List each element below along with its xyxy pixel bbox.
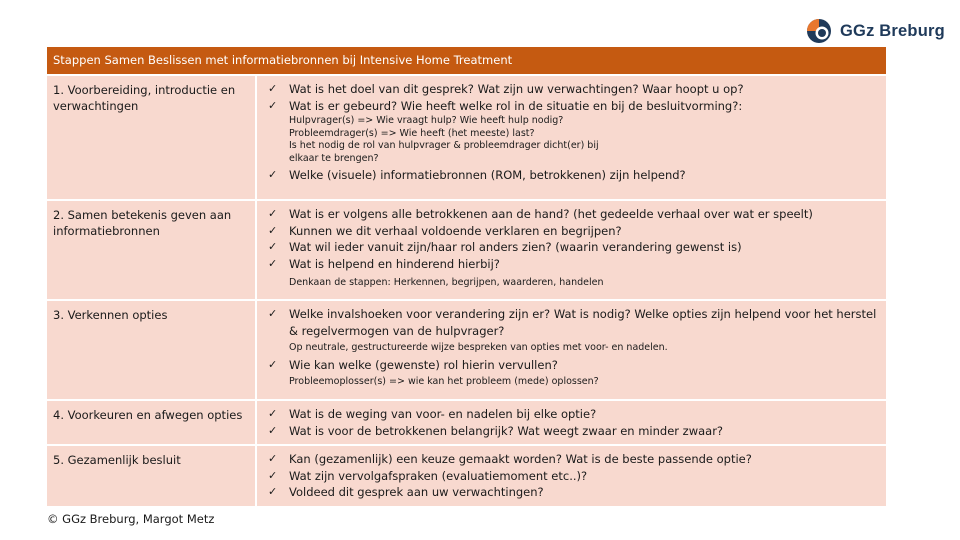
step-note: Probleemoplosser(s) => wie kan het probleem (mede) oplossen? bbox=[289, 376, 599, 387]
step-content bbox=[257, 201, 886, 299]
check-icon: ✓ bbox=[268, 223, 278, 237]
checklist-text: Voldeed dit gesprek aan uw verwachtingen? bbox=[289, 485, 544, 499]
checklist-text: Wat is er gebeurd? Wie heeft welke rol in de situatie en bij de besluitvorming?: bbox=[289, 98, 743, 113]
step-label: 2. Samen betekenis geven aan informatiebronnen bbox=[47, 201, 257, 299]
check-icon: ✓ bbox=[268, 307, 278, 320]
checklist-item bbox=[268, 484, 878, 501]
step-content bbox=[257, 446, 886, 506]
checklist-text: Wat is helpend en hinderend hierbij? bbox=[289, 256, 500, 271]
checklist-text: Wat zijn vervolgafspraken (evaluatiemoment etc..)? bbox=[289, 468, 588, 483]
checklist-item bbox=[268, 406, 878, 423]
brand-mark-icon bbox=[806, 18, 832, 44]
checklist-text: Kan (gezamenlijk) een keuze gemaakt worden? Wat is de beste passende optie? bbox=[289, 452, 752, 466]
table-row-5 bbox=[47, 446, 886, 508]
checklist-item bbox=[268, 239, 878, 256]
decision-steps-table bbox=[47, 47, 886, 508]
checklist-text: Wat is voor de betrokkenen belangrijk? Wat weegt zwaar en minder zwaar? bbox=[289, 423, 724, 438]
check-icon: ✓ bbox=[268, 452, 278, 465]
brand-name: GGz Breburg bbox=[840, 21, 945, 40]
checklist-item bbox=[268, 256, 878, 273]
checklist-item bbox=[268, 306, 878, 339]
step-label: 5. Gezamenlijk besluit bbox=[47, 446, 257, 506]
checklist-text: Wat is er volgens alle betrokkenen aan de hand? (het gedeelde verhaal over wat er speelt) bbox=[289, 207, 813, 221]
checklist-text: Kunnen we dit verhaal voldoende verklaren en begrijpen? bbox=[289, 223, 622, 238]
checklist-item bbox=[268, 451, 878, 468]
checklist-item bbox=[268, 81, 878, 98]
brand-logo bbox=[806, 16, 945, 46]
check-icon: ✓ bbox=[268, 423, 278, 437]
check-icon: ✓ bbox=[268, 168, 278, 181]
table-row-4 bbox=[47, 401, 886, 446]
check-icon: ✓ bbox=[268, 357, 278, 371]
check-icon: ✓ bbox=[268, 207, 278, 220]
check-icon: ✓ bbox=[268, 256, 278, 270]
table-row-1 bbox=[47, 76, 886, 201]
checklist-text: Wat is het doel van dit gesprek? Wat zijn uw verwachtingen? Waar hoopt u op? bbox=[289, 82, 744, 96]
checklist-text: Wie kan welke (gewenste) rol hierin vervullen? bbox=[289, 357, 558, 372]
copyright-footer: © GGz Breburg, Margot Metz bbox=[47, 512, 215, 526]
table-row-3 bbox=[47, 301, 886, 401]
step-note: Denkaan de stappen: Herkennen, begrijpen, waarderen, handelen bbox=[289, 277, 604, 288]
checklist-item bbox=[268, 223, 878, 240]
checklist-item bbox=[268, 468, 878, 485]
step-label: 3. Verkennen opties bbox=[47, 301, 257, 399]
check-icon: ✓ bbox=[268, 240, 278, 253]
checklist-text: Wat wil ieder vanuit zijn/haar rol anders zien? (waarin verandering gewenst is) bbox=[289, 240, 742, 254]
check-icon: ✓ bbox=[268, 98, 278, 112]
check-icon: ✓ bbox=[268, 485, 278, 498]
step-content bbox=[257, 76, 886, 199]
checklist-text: Wat is de weging van voor- en nadelen bij elke optie? bbox=[289, 407, 597, 421]
step-note: Hulpvrager(s) => Wie vraagt hulp? Wie heeft hulp nodig? Probleemdrager(s) => Wie heeft (het meeste) last? Is het nodig de rol van hulpvrager & probleemdrager dicht(er) bij elkaar te brengen? bbox=[289, 115, 599, 164]
step-label: 1. Voorbereiding, introductie en verwachtingen bbox=[47, 76, 257, 199]
checklist-text: Welke invalshoeken voor verandering zijn er? Wat is nodig? Welke opties zijn helpend voor het herstel & regelvermogen van de hulpvrager? bbox=[289, 307, 877, 338]
checklist-item bbox=[268, 206, 878, 223]
table-title: Stappen Samen Beslissen met informatiebronnen bij Intensive Home Treatment bbox=[47, 47, 886, 76]
check-icon: ✓ bbox=[268, 468, 278, 482]
checklist-text: Welke (visuele) informatiebronnen (ROM, betrokkenen) zijn helpend? bbox=[289, 168, 686, 182]
step-content bbox=[257, 301, 886, 399]
checklist-item bbox=[268, 357, 878, 374]
checklist-item bbox=[268, 98, 878, 115]
checklist-item bbox=[268, 423, 878, 440]
check-icon: ✓ bbox=[268, 407, 278, 420]
table-row-2 bbox=[47, 201, 886, 301]
step-note: Op neutrale, gestructureerde wijze bespreken van opties met voor- en nadelen. bbox=[289, 342, 668, 353]
step-content bbox=[257, 401, 886, 444]
check-icon: ✓ bbox=[268, 82, 278, 95]
checklist-item bbox=[268, 167, 878, 184]
step-label: 4. Voorkeuren en afwegen opties bbox=[47, 401, 257, 444]
